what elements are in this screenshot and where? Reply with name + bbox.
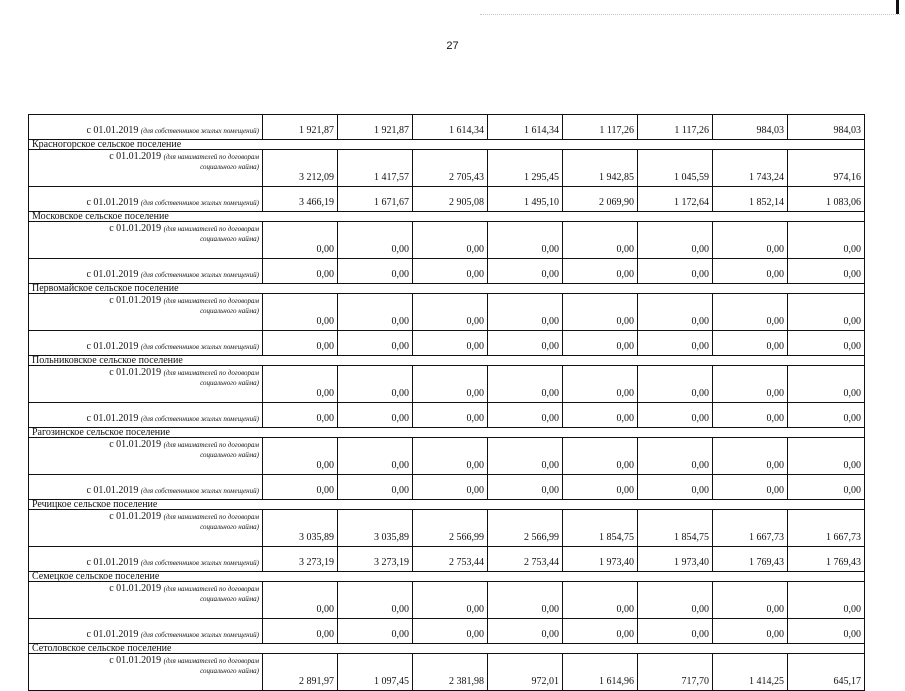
value-cell: 1 973,40: [563, 547, 638, 572]
value-cell: 0,00: [338, 331, 413, 356]
value-cell: 0,00: [563, 619, 638, 644]
tenants-rate-row: [29, 582, 865, 619]
owners-rate-row: [29, 259, 865, 284]
value-cell: 2 381,98: [413, 654, 488, 691]
value-cell: 0,00: [713, 403, 788, 428]
row-label: [29, 150, 263, 187]
row-label-date: с 01.01.2019: [109, 367, 162, 378]
row-label-note: (для собственников жилых помещений): [140, 415, 259, 423]
row-label: [29, 475, 263, 500]
value-cell: 1 769,43: [713, 547, 788, 572]
row-label: [29, 510, 263, 547]
value-cell: 0,00: [713, 331, 788, 356]
row-label-date: с 01.01.2019: [86, 485, 139, 496]
value-cell: 717,70: [638, 654, 713, 691]
value-cell: 0,00: [788, 222, 865, 259]
owners-rate-row: [29, 403, 865, 428]
value-cell: 0,00: [263, 403, 338, 428]
value-cell: 0,00: [338, 582, 413, 619]
value-cell: 0,00: [638, 294, 713, 331]
value-cell: 0,00: [638, 222, 713, 259]
row-label-date: с 01.01.2019: [109, 223, 162, 234]
row-label-date: с 01.01.2019: [109, 295, 162, 306]
value-cell: 1 743,24: [713, 150, 788, 187]
row-label-date: с 01.01.2019: [109, 655, 162, 666]
value-cell: 0,00: [563, 438, 638, 475]
value-cell: 0,00: [413, 366, 488, 403]
value-cell: 0,00: [488, 259, 563, 284]
value-cell: 974,16: [788, 150, 865, 187]
value-cell: 0,00: [488, 438, 563, 475]
row-label-date: с 01.01.2019: [86, 557, 139, 568]
value-cell: 1 614,34: [413, 115, 488, 140]
value-cell: 2 753,44: [488, 547, 563, 572]
value-cell: 1 083,06: [788, 187, 865, 212]
row-label: [29, 222, 263, 259]
value-cell: 1 921,87: [263, 115, 338, 140]
settlement-name: Красногорское сельское поселение: [29, 140, 865, 150]
value-cell: 1 414,25: [713, 654, 788, 691]
value-cell: 0,00: [788, 294, 865, 331]
value-cell: 0,00: [713, 366, 788, 403]
value-cell: 1 942,85: [563, 150, 638, 187]
value-cell: 0,00: [263, 259, 338, 284]
row-label-date: с 01.01.2019: [109, 439, 162, 450]
value-cell: 0,00: [563, 366, 638, 403]
value-cell: 0,00: [413, 438, 488, 475]
row-label: [29, 294, 263, 331]
value-cell: 1 667,73: [788, 510, 865, 547]
settlement-row: [29, 428, 865, 438]
row-label: [29, 582, 263, 619]
value-cell: 3 466,19: [263, 187, 338, 212]
value-cell: 3 035,89: [338, 510, 413, 547]
value-cell: 0,00: [413, 294, 488, 331]
value-cell: 0,00: [413, 331, 488, 356]
value-cell: 0,00: [713, 475, 788, 500]
row-label-date: с 01.01.2019: [86, 125, 139, 136]
value-cell: 1 854,75: [638, 510, 713, 547]
value-cell: 0,00: [263, 438, 338, 475]
value-cell: 1 117,26: [563, 115, 638, 140]
value-cell: 0,00: [488, 582, 563, 619]
row-label: [29, 115, 263, 140]
row-label: [29, 366, 263, 403]
value-cell: 0,00: [413, 475, 488, 500]
owners-rate-row: [29, 331, 865, 356]
value-cell: 1 671,67: [338, 187, 413, 212]
row-label-note-cont: социального найма): [200, 163, 259, 171]
value-cell: 0,00: [488, 475, 563, 500]
value-cell: 3 035,89: [263, 510, 338, 547]
value-cell: 2 905,08: [413, 187, 488, 212]
value-cell: 0,00: [638, 582, 713, 619]
value-cell: 0,00: [263, 582, 338, 619]
settlement-row: [29, 212, 865, 222]
value-cell: 0,00: [338, 619, 413, 644]
row-label-date: с 01.01.2019: [109, 511, 162, 522]
value-cell: 0,00: [263, 619, 338, 644]
row-label-date: с 01.01.2019: [86, 341, 139, 352]
value-cell: 2 891,97: [263, 654, 338, 691]
value-cell: 0,00: [338, 438, 413, 475]
value-cell: 0,00: [338, 259, 413, 284]
value-cell: 1 667,73: [713, 510, 788, 547]
value-cell: 645,17: [788, 654, 865, 691]
row-label-note: (для собственников жилых помещений): [140, 271, 259, 279]
row-label-note-cont: социального найма): [200, 307, 259, 315]
row-label: [29, 403, 263, 428]
value-cell: 3 273,19: [338, 547, 413, 572]
value-cell: 2 566,99: [488, 510, 563, 547]
value-cell: 0,00: [413, 259, 488, 284]
settlement-name: Первомайское сельское поселение: [29, 284, 865, 294]
row-label-note-cont: социального найма): [200, 451, 259, 459]
value-cell: 0,00: [563, 582, 638, 619]
value-cell: 0,00: [338, 294, 413, 331]
value-cell: 0,00: [338, 222, 413, 259]
row-label-note: (для собственников жилых помещений): [140, 127, 259, 135]
value-cell: 0,00: [713, 438, 788, 475]
value-cell: 0,00: [638, 366, 713, 403]
scan-noise-line: [480, 14, 900, 16]
settlement-row: [29, 356, 865, 366]
value-cell: 0,00: [788, 619, 865, 644]
value-cell: 1 295,45: [488, 150, 563, 187]
value-cell: 0,00: [638, 403, 713, 428]
value-cell: 984,03: [713, 115, 788, 140]
row-label-note-cont: социального найма): [200, 523, 259, 531]
settlement-row: [29, 140, 865, 150]
value-cell: 0,00: [713, 294, 788, 331]
value-cell: 3 273,19: [263, 547, 338, 572]
row-label-note-cont: социального найма): [200, 235, 259, 243]
value-cell: 0,00: [788, 366, 865, 403]
row-label: [29, 259, 263, 284]
value-cell: 0,00: [488, 294, 563, 331]
row-label-note-cont: социального найма): [200, 595, 259, 603]
row-label-note-cont: социального найма): [200, 379, 259, 387]
tenants-rate-row: [29, 438, 865, 475]
value-cell: 1 854,75: [563, 510, 638, 547]
value-cell: 0,00: [713, 582, 788, 619]
row-label-date: с 01.01.2019: [86, 197, 139, 208]
value-cell: 0,00: [413, 403, 488, 428]
value-cell: 0,00: [488, 403, 563, 428]
owners-rate-row: [29, 547, 865, 572]
value-cell: 0,00: [788, 331, 865, 356]
row-label: [29, 654, 263, 691]
value-cell: 0,00: [788, 259, 865, 284]
value-cell: 1 097,45: [338, 654, 413, 691]
value-cell: 1 495,10: [488, 187, 563, 212]
tenants-rate-row: [29, 294, 865, 331]
value-cell: 2 705,43: [413, 150, 488, 187]
tenants-rate-row: [29, 654, 865, 691]
value-cell: 0,00: [713, 259, 788, 284]
value-cell: 0,00: [263, 475, 338, 500]
row-label-note: (для собственников жилых помещений): [140, 559, 259, 567]
tariff-table: [28, 114, 865, 691]
value-cell: 0,00: [263, 222, 338, 259]
settlement-name: Московское сельское поселение: [29, 212, 865, 222]
scan-edge-mark: [896, 0, 899, 14]
row-label-note: (для нанимателей по договорам: [163, 153, 259, 161]
value-cell: 0,00: [788, 582, 865, 619]
value-cell: 0,00: [413, 619, 488, 644]
row-label: [29, 547, 263, 572]
settlement-name: Рагозинское сельское поселение: [29, 428, 865, 438]
row-label-note: (для нанимателей по договорам: [163, 441, 259, 449]
tenants-rate-row: [29, 366, 865, 403]
row-label-note: (для собственников жилых помещений): [140, 487, 259, 495]
settlement-name: Польниковское сельское поселение: [29, 356, 865, 366]
value-cell: 0,00: [713, 619, 788, 644]
owners-rate-row: [29, 115, 865, 140]
row-label-note: (для собственников жилых помещений): [140, 631, 259, 639]
row-label-note: (для собственников жилых помещений): [140, 199, 259, 207]
value-cell: 0,00: [563, 259, 638, 284]
row-label-note: (для собственников жилых помещений): [140, 343, 259, 351]
value-cell: 1 852,14: [713, 187, 788, 212]
tenants-rate-row: [29, 150, 865, 187]
settlement-row: [29, 572, 865, 582]
tenants-rate-row: [29, 222, 865, 259]
row-label: [29, 438, 263, 475]
value-cell: 1 614,96: [563, 654, 638, 691]
value-cell: 0,00: [788, 438, 865, 475]
row-label-note: (для нанимателей по договорам: [163, 297, 259, 305]
value-cell: 0,00: [338, 403, 413, 428]
value-cell: 0,00: [338, 366, 413, 403]
value-cell: 1 973,40: [638, 547, 713, 572]
value-cell: 984,03: [788, 115, 865, 140]
row-label-date: с 01.01.2019: [109, 583, 162, 594]
owners-rate-row: [29, 187, 865, 212]
row-label-date: с 01.01.2019: [86, 413, 139, 424]
row-label: [29, 187, 263, 212]
value-cell: 0,00: [263, 294, 338, 331]
value-cell: 0,00: [638, 438, 713, 475]
value-cell: 1 921,87: [338, 115, 413, 140]
value-cell: 2 753,44: [413, 547, 488, 572]
owners-rate-row: [29, 475, 865, 500]
value-cell: 0,00: [488, 619, 563, 644]
value-cell: 2 566,99: [413, 510, 488, 547]
value-cell: 0,00: [338, 475, 413, 500]
row-label-note: (для нанимателей по договорам: [163, 657, 259, 665]
page-number: 27: [446, 40, 459, 52]
value-cell: 0,00: [788, 475, 865, 500]
value-cell: 1 117,26: [638, 115, 713, 140]
value-cell: 0,00: [563, 331, 638, 356]
value-cell: 0,00: [488, 366, 563, 403]
value-cell: 1 172,64: [638, 187, 713, 212]
value-cell: 0,00: [638, 619, 713, 644]
value-cell: 1 417,57: [338, 150, 413, 187]
row-label-date: с 01.01.2019: [86, 269, 139, 280]
value-cell: 1 045,59: [638, 150, 713, 187]
value-cell: 0,00: [638, 475, 713, 500]
value-cell: 1 769,43: [788, 547, 865, 572]
settlement-name: Семецкое сельское поселение: [29, 572, 865, 582]
value-cell: 0,00: [638, 259, 713, 284]
row-label-date: с 01.01.2019: [109, 151, 162, 162]
value-cell: 0,00: [563, 294, 638, 331]
tenants-rate-row: [29, 510, 865, 547]
value-cell: 1 614,34: [488, 115, 563, 140]
value-cell: 0,00: [713, 222, 788, 259]
value-cell: 0,00: [488, 222, 563, 259]
row-label-note: (для нанимателей по договорам: [163, 225, 259, 233]
value-cell: 0,00: [788, 403, 865, 428]
row-label-note: (для нанимателей по договорам: [163, 369, 259, 377]
value-cell: 3 212,09: [263, 150, 338, 187]
value-cell: 0,00: [563, 222, 638, 259]
value-cell: 2 069,90: [563, 187, 638, 212]
row-label: [29, 331, 263, 356]
row-label-note: (для нанимателей по договорам: [163, 585, 259, 593]
value-cell: 0,00: [413, 582, 488, 619]
value-cell: 0,00: [563, 403, 638, 428]
value-cell: 972,01: [488, 654, 563, 691]
value-cell: 0,00: [263, 366, 338, 403]
value-cell: 0,00: [638, 331, 713, 356]
settlement-name: Сетоловское сельское поселение: [29, 644, 865, 654]
value-cell: 0,00: [563, 475, 638, 500]
settlement-name: Речицкое сельское поселение: [29, 500, 865, 510]
row-label-note-cont: социального найма): [200, 667, 259, 675]
row-label-note: (для нанимателей по договорам: [163, 513, 259, 521]
settlement-row: [29, 284, 865, 294]
row-label-date: с 01.01.2019: [86, 629, 139, 640]
value-cell: 0,00: [263, 331, 338, 356]
settlement-row: [29, 644, 865, 654]
value-cell: 0,00: [413, 222, 488, 259]
settlement-row: [29, 500, 865, 510]
value-cell: 0,00: [488, 331, 563, 356]
